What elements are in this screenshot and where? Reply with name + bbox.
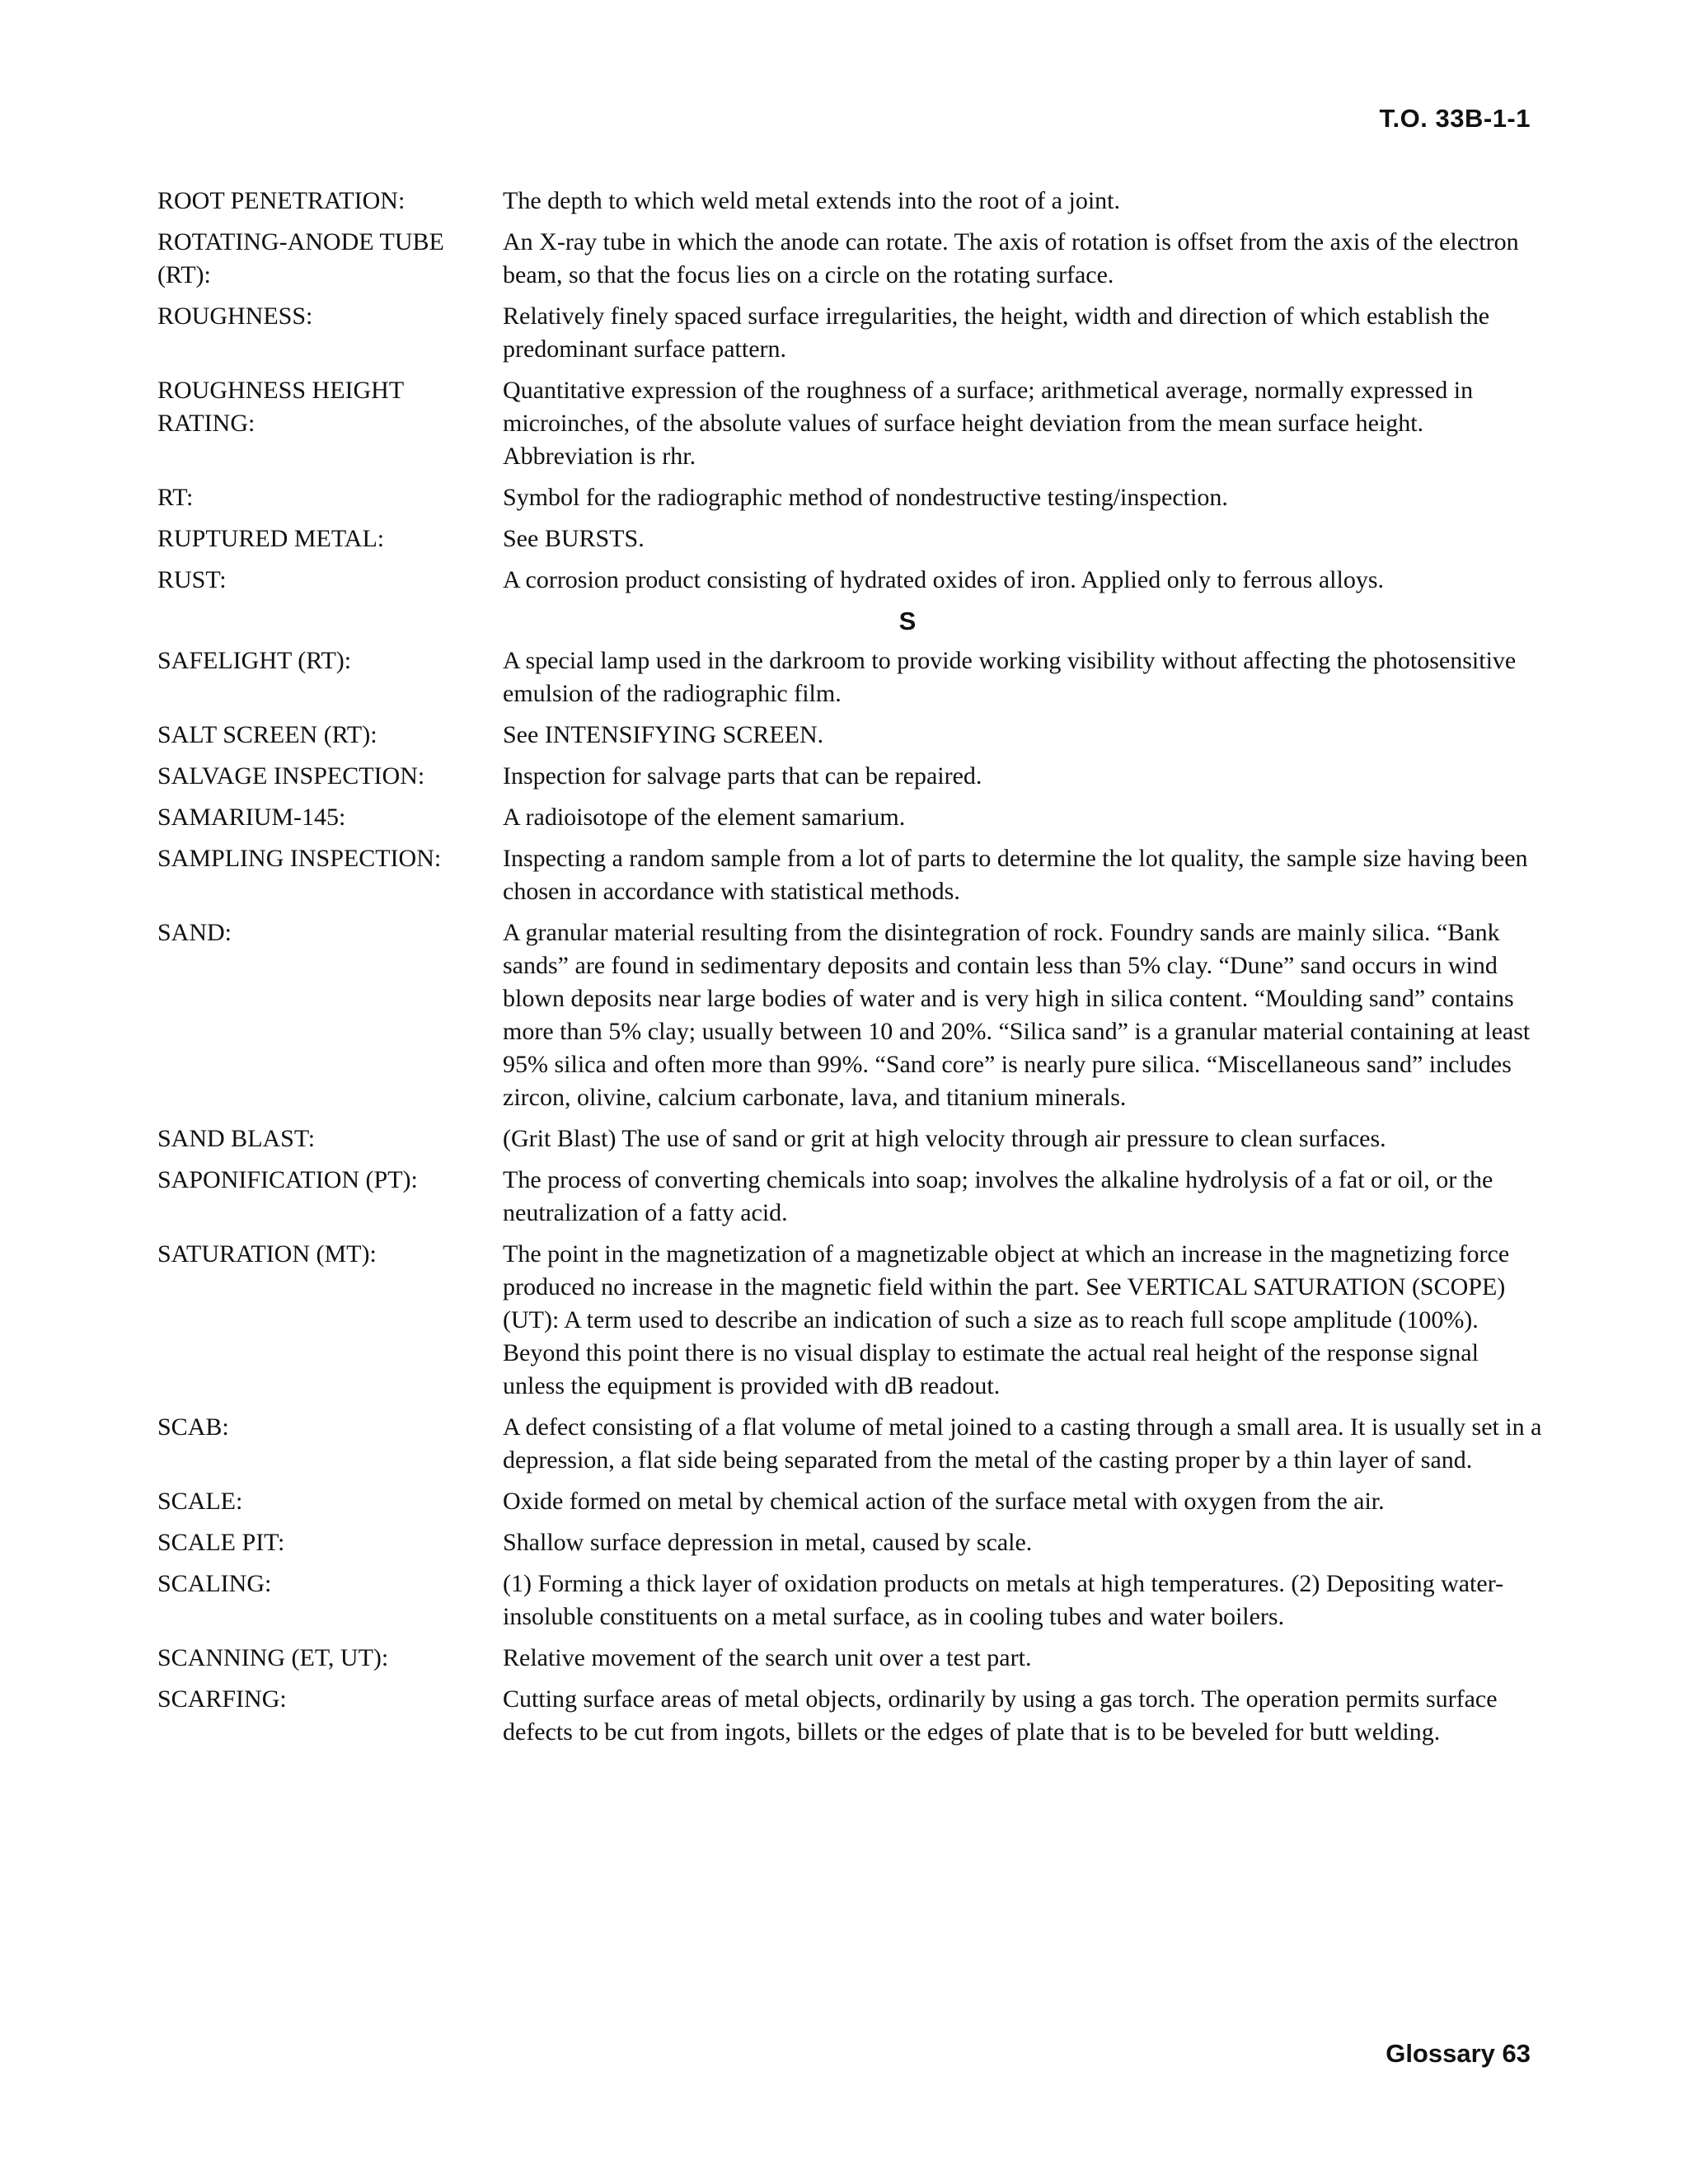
glossary-term: SCALE PIT: bbox=[157, 1529, 285, 1556]
glossary-definition: The process of converting chemicals into soap; involves the alkaline hydrolysis of a fat or oil, or the neutralization of a fatty acid. bbox=[503, 1166, 1493, 1226]
glossary-definition: A special lamp used in the darkroom to provide working visibility without affecting the photosensitive emulsion of the radiographic film. bbox=[503, 647, 1517, 707]
glossary-term: SCAB: bbox=[157, 1413, 229, 1441]
glossary-entry bbox=[157, 1164, 1542, 1230]
glossary-definition: A corrosion product consisting of hydrated oxides of iron. Applied only to ferrous alloys. bbox=[503, 566, 1384, 593]
glossary-term: SAMARIUM-145: bbox=[157, 804, 346, 831]
glossary-term: SAMPLING INSPECTION: bbox=[157, 845, 442, 872]
glossary-entry bbox=[157, 300, 1542, 366]
glossary-term: ROTATING-ANODE TUBE (RT): bbox=[157, 228, 444, 288]
glossary-entry bbox=[157, 1642, 1542, 1675]
glossary-term: SAND: bbox=[157, 919, 232, 946]
glossary-term: SCARFING: bbox=[157, 1685, 287, 1713]
glossary-entry bbox=[157, 1411, 1542, 1477]
glossary-term: SAFELIGHT (RT): bbox=[157, 647, 352, 674]
glossary-definition: Relative movement of the search unit over a test part. bbox=[503, 1644, 1032, 1671]
glossary-definition: See BURSTS. bbox=[503, 525, 645, 552]
glossary-definition: The point in the magnetization of a magnetizable object at which an increase in the magnetizing force produced no increase in the magnetic field within the part. See VERTICAL SATURATION (SCOPE) (UT): A term used to describe an indication of such a size as to reach full scope amplitude (100%). Beyond this point there is no visual display to estimate the actual real height of the response signal unless the equipment is provided with dB readout. bbox=[503, 1240, 1510, 1399]
glossary-entry bbox=[157, 481, 1542, 514]
glossary-entry bbox=[157, 1568, 1542, 1633]
glossary-group-s bbox=[157, 644, 1542, 1749]
glossary-definition: Relatively finely spaced surface irregularities, the height, width and direction of which establish the predominant surface pattern. bbox=[503, 302, 1490, 363]
glossary-entry bbox=[157, 374, 1542, 473]
glossary-term: SCANNING (ET, UT): bbox=[157, 1644, 389, 1671]
glossary-term: SATURATION (MT): bbox=[157, 1240, 377, 1268]
glossary-term: RUST: bbox=[157, 566, 227, 593]
glossary-definition: A radioisotope of the element samarium. bbox=[503, 804, 906, 831]
glossary-entry bbox=[157, 916, 1542, 1114]
glossary-term: ROUGHNESS HEIGHT RATING: bbox=[157, 377, 404, 437]
glossary-definition: Symbol for the radiographic method of nondestructive testing/inspection. bbox=[503, 484, 1228, 511]
glossary-term: RT: bbox=[157, 484, 194, 511]
glossary-definition: Cutting surface areas of metal objects, ordinarily by using a gas torch. The operation permits surface defects to be cut from ingots, billets or the edges of plate that is to be beveled for butt welding. bbox=[503, 1685, 1498, 1746]
glossary-definition: Oxide formed on metal by chemical action of the surface metal with oxygen from the air. bbox=[503, 1488, 1385, 1515]
glossary-term: SALT SCREEN (RT): bbox=[157, 721, 377, 748]
glossary-term: SCALING: bbox=[157, 1570, 272, 1597]
glossary-entry bbox=[157, 1683, 1542, 1749]
glossary-entry bbox=[157, 760, 1542, 793]
glossary-term: ROOT PENETRATION: bbox=[157, 187, 406, 214]
glossary-entry bbox=[157, 1238, 1542, 1403]
glossary-entry bbox=[157, 1485, 1542, 1518]
glossary-entry bbox=[157, 842, 1542, 908]
glossary-definition: See INTENSIFYING SCREEN. bbox=[503, 721, 824, 748]
glossary-entry bbox=[157, 719, 1542, 752]
glossary-entry bbox=[157, 564, 1542, 597]
glossary-entry bbox=[157, 1122, 1542, 1155]
glossary-definition: A defect consisting of a flat volume of metal joined to a casting through a small area. It is usually set in a depression, a flat side being separated from the metal of the casting proper by a thin layer of sand. bbox=[503, 1413, 1542, 1474]
glossary-definition: The depth to which weld metal extends into the root of a joint. bbox=[503, 187, 1120, 214]
glossary-term: SAND BLAST: bbox=[157, 1125, 316, 1152]
glossary-term: ROUGHNESS: bbox=[157, 302, 313, 330]
glossary-group-r bbox=[157, 185, 1542, 597]
glossary-term: SCALE: bbox=[157, 1488, 243, 1515]
page-number: Glossary 63 bbox=[1386, 2039, 1531, 2068]
section-letter-s: S bbox=[898, 607, 917, 635]
glossary-definition: (Grit Blast) The use of sand or grit at high velocity through air pressure to clean surfaces. bbox=[503, 1125, 1386, 1152]
glossary-term: RUPTURED METAL: bbox=[157, 525, 385, 552]
glossary-definition: Inspection for salvage parts that can be repaired. bbox=[503, 762, 982, 790]
glossary-entry bbox=[157, 523, 1542, 555]
glossary-entry bbox=[157, 644, 1542, 710]
glossary-term: SALVAGE INSPECTION: bbox=[157, 762, 425, 790]
glossary-entry bbox=[157, 801, 1542, 834]
document-id: T.O. 33B-1-1 bbox=[1379, 104, 1531, 133]
glossary-entry bbox=[157, 185, 1542, 218]
glossary-definition: Shallow surface depression in metal, caused by scale. bbox=[503, 1529, 1033, 1556]
glossary-definition: A granular material resulting from the disintegration of rock. Foundry sands are mainly silica. “Bank sands” are found in sedimentary deposits and contain less than 5% clay. “Dune” sand occurs in wind blown deposits near large bodies of water and is very high in silica content. “Moulding sand” contains more than 5% clay; usually between 10 and 20%. “Silica sand” is a granular material containing at least 95% silica and often more than 99%. “Sand core” is nearly pure silica. “Miscellaneous sand” includes zircon, olivine, calcium carbonate, lava, and titanium minerals. bbox=[503, 919, 1531, 1111]
glossary-entry bbox=[157, 226, 1542, 292]
glossary-definition: Quantitative expression of the roughness of a surface; arithmetical average, normally expressed in microinches, of the absolute values of surface height deviation from the mean surface height. Abbreviation is rhr. bbox=[503, 377, 1474, 470]
glossary-list bbox=[157, 185, 1542, 1757]
glossary-definition: (1) Forming a thick layer of oxidation products on metals at high temperatures. (2) Depositing water-insoluble constituents on a metal surface, as in cooling tubes and water boilers. bbox=[503, 1570, 1504, 1630]
glossary-term: SAPONIFICATION (PT): bbox=[157, 1166, 418, 1193]
glossary-definition: An X-ray tube in which the anode can rotate. The axis of rotation is offset from the axis of the electron beam, so that the focus lies on a circle on the rotating surface. bbox=[503, 228, 1519, 288]
glossary-entry bbox=[157, 1526, 1542, 1559]
glossary-definition: Inspecting a random sample from a lot of parts to determine the lot quality, the sample size having been chosen in accordance with statistical methods. bbox=[503, 845, 1528, 905]
